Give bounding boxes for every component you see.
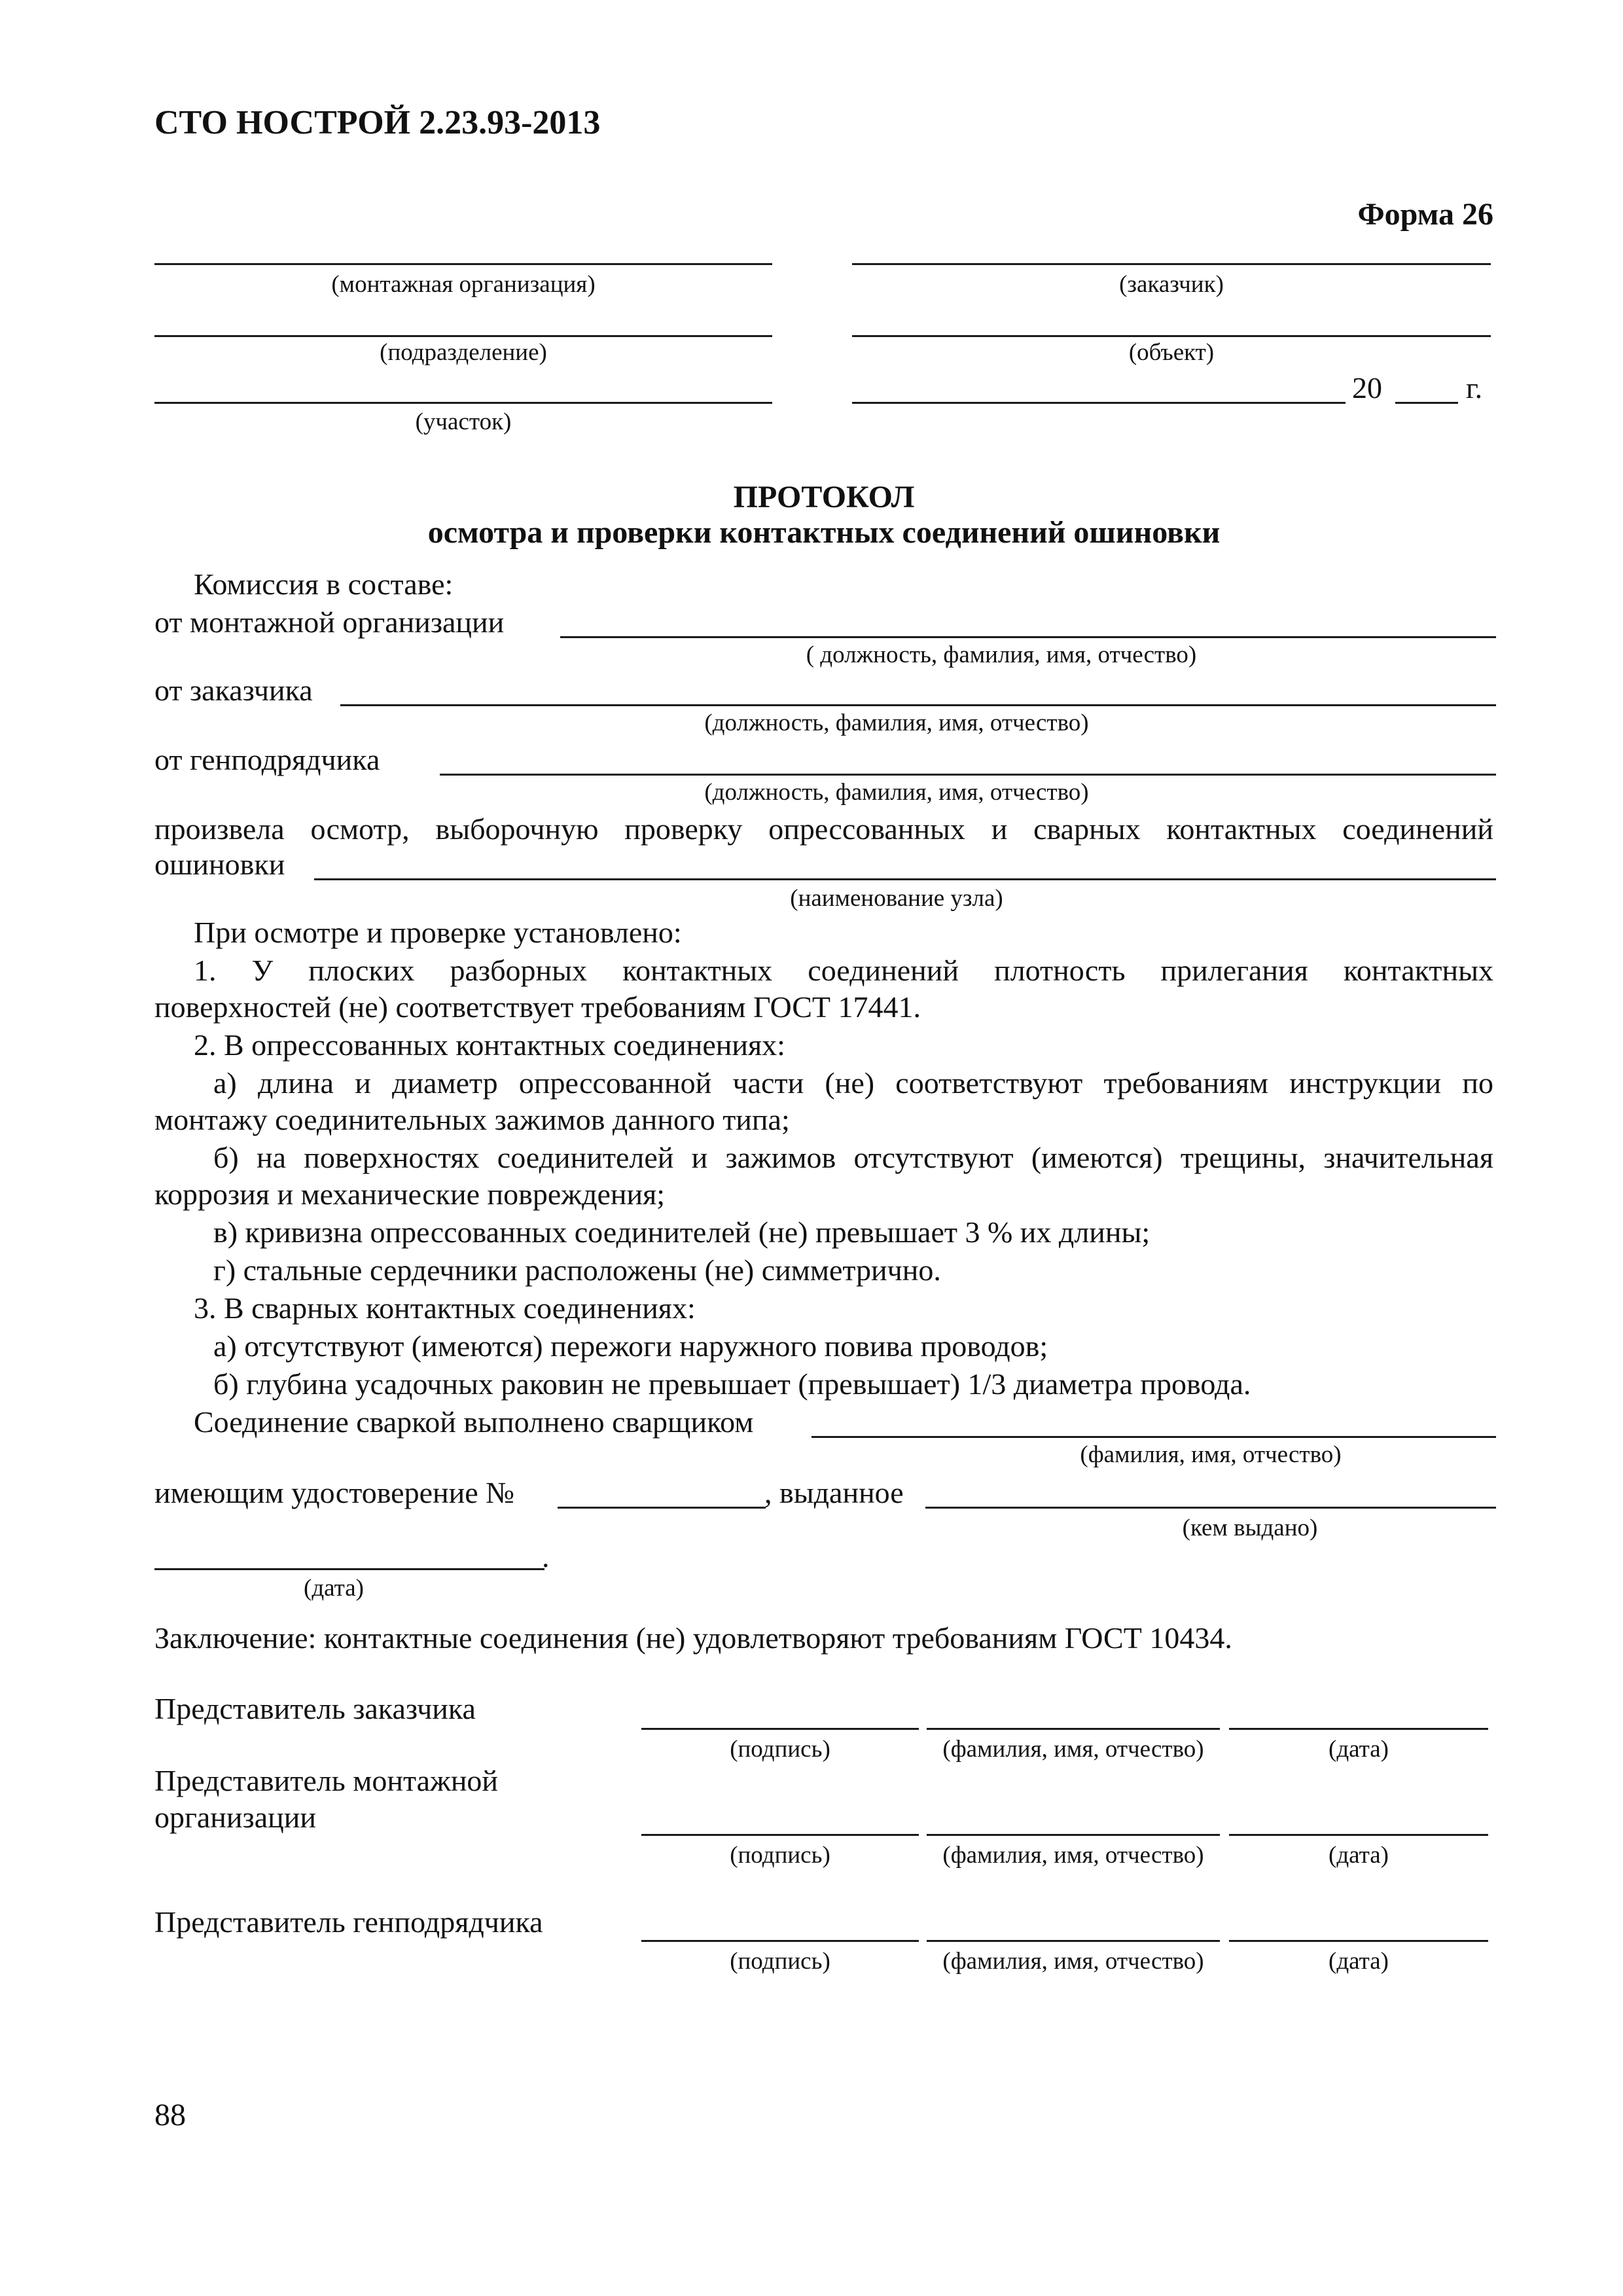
- protocol-subtitle: осмотра и проверки контактных соединений ошиновки: [427, 515, 1221, 550]
- from-contractor-field[interactable]: [440, 774, 1496, 776]
- finding-2b-line-2: коррозия и механические повреждения;: [154, 1177, 666, 1211]
- finding-2a-line-1: а) длина и диаметр опрессованной части (не) соответствуют требованиям инструкции по: [213, 1066, 1493, 1100]
- date-field-line[interactable]: [852, 402, 1346, 404]
- customer-rep-date-field[interactable]: [1229, 1728, 1488, 1730]
- org-rep-date-caption: (дата): [1329, 1842, 1389, 1869]
- document-code: СТО НОСТРОЙ 2.23.93-2013: [154, 104, 601, 141]
- finding-1-line-1: 1. У плоских разборных контактных соединений плотность прилегания контактных: [194, 954, 1493, 987]
- cert-date-field[interactable]: [154, 1568, 544, 1570]
- page-number: 88: [154, 2098, 186, 2132]
- year-suffix: г.: [1466, 371, 1483, 404]
- finding-2b-line-1: б) на поверхностях соединителей и зажимов отсутствуют (имеются) трещины, значительная: [213, 1141, 1493, 1174]
- customer-rep-sign-field[interactable]: [641, 1728, 919, 1730]
- division-caption: (подразделение): [380, 339, 547, 366]
- contractor-rep-sign-caption: (подпись): [730, 1948, 830, 1975]
- cert-mid: , выданное: [764, 1476, 904, 1509]
- customer-rep-name-caption: (фамилия, имя, отчество): [942, 1736, 1204, 1763]
- from-customer-caption: (должность, фамилия, имя, отчество): [704, 709, 1089, 736]
- cert-prefix: имеющим удостоверение №: [154, 1476, 515, 1509]
- from-org-caption: ( должность, фамилия, имя, отчество): [806, 641, 1197, 668]
- welder-text: Соединение сваркой выполнено сварщиком: [194, 1405, 754, 1439]
- customer-rep-label: Представитель заказчика: [154, 1692, 476, 1725]
- issued-caption: (кем выдано): [1182, 1515, 1318, 1541]
- finding-3: 3. В сварных контактных соединениях:: [194, 1291, 696, 1325]
- from-customer-field[interactable]: [340, 704, 1496, 706]
- node-field[interactable]: [314, 878, 1496, 880]
- conclusion-text: Заключение: контактные соединения (не) удовлетворяют требованиям ГОСТ 10434.: [154, 1621, 1232, 1655]
- form-label: Форма 26: [1357, 197, 1493, 232]
- contractor-rep-date-field[interactable]: [1229, 1940, 1488, 1942]
- finding-2c: в) кривизна опрессованных соединителей (не) превышает 3 % их длины;: [213, 1215, 1150, 1249]
- org-rep-label-2: организации: [154, 1801, 316, 1834]
- protocol-title: ПРОТОКОЛ: [733, 480, 915, 514]
- cert-date-caption: (дата): [304, 1575, 364, 1602]
- contractor-rep-date-caption: (дата): [1329, 1948, 1389, 1975]
- welder-name-field[interactable]: [812, 1436, 1496, 1438]
- from-contractor-label: от генподрядчика: [154, 743, 380, 776]
- issued-by-field[interactable]: [925, 1507, 1496, 1509]
- org-rep-name-field[interactable]: [927, 1834, 1220, 1836]
- org-field-line[interactable]: [154, 263, 772, 265]
- site-caption: (участок): [415, 408, 512, 435]
- year-field-line[interactable]: [1395, 402, 1458, 404]
- org-rep-label-1: Представитель монтажной: [154, 1764, 499, 1797]
- division-field-line[interactable]: [154, 335, 772, 337]
- contractor-rep-name-field[interactable]: [927, 1940, 1220, 1942]
- customer-caption: (заказчик): [1119, 271, 1224, 298]
- finding-3b: б) глубина усадочных раковин не превышает (превышает) 1/3 диаметра провода.: [213, 1367, 1251, 1401]
- cert-number-field[interactable]: [558, 1507, 766, 1509]
- finding-3a: а) отсутствуют (имеются) пережоги наружного повива проводов;: [213, 1329, 1048, 1363]
- finding-1-line-2: поверхностей (не) соответствует требованиям ГОСТ 17441.: [154, 990, 921, 1024]
- performed-line-2: ошиновки: [154, 848, 285, 881]
- org-caption: (монтажная организация): [331, 271, 596, 298]
- finding-2a-line-2: монтажу соединительных зажимов данного типа;: [154, 1103, 790, 1136]
- from-contractor-caption: (должность, фамилия, имя, отчество): [704, 779, 1089, 806]
- node-caption: (наименование узла): [790, 885, 1003, 912]
- object-caption: (объект): [1128, 339, 1215, 366]
- from-org-field[interactable]: [560, 636, 1496, 638]
- customer-field-line[interactable]: [852, 263, 1491, 265]
- customer-rep-sign-caption: (подпись): [730, 1736, 830, 1763]
- from-org-label: от монтажной организации: [154, 605, 505, 639]
- contractor-rep-name-caption: (фамилия, имя, отчество): [942, 1948, 1204, 1975]
- site-field-line[interactable]: [154, 402, 772, 404]
- object-field-line[interactable]: [852, 335, 1491, 337]
- welder-caption: (фамилия, имя, отчество): [1080, 1441, 1342, 1468]
- finding-2d: г) стальные сердечники расположены (не) симметрично.: [213, 1253, 941, 1287]
- customer-rep-name-field[interactable]: [927, 1728, 1220, 1730]
- findings-intro: При осмотре и проверке установлено:: [194, 916, 682, 949]
- finding-2: 2. В опрессованных контактных соединениях:: [194, 1028, 785, 1062]
- contractor-rep-sign-field[interactable]: [641, 1940, 919, 1942]
- from-customer-label: от заказчика: [154, 673, 313, 707]
- org-rep-name-caption: (фамилия, имя, отчество): [942, 1842, 1204, 1869]
- org-rep-sign-caption: (подпись): [730, 1842, 830, 1869]
- customer-rep-date-caption: (дата): [1329, 1736, 1389, 1763]
- contractor-rep-label: Представитель генподрядчика: [154, 1905, 543, 1939]
- cert-date-dot: .: [542, 1540, 550, 1573]
- commission-intro: Комиссия в составе:: [194, 567, 454, 601]
- year-prefix: 20: [1352, 371, 1382, 404]
- org-rep-date-field[interactable]: [1229, 1834, 1488, 1836]
- org-rep-sign-field[interactable]: [641, 1834, 919, 1836]
- performed-line-1: произвела осмотр, выборочную проверку опрессованных и сварных контактных соединений: [154, 812, 1493, 846]
